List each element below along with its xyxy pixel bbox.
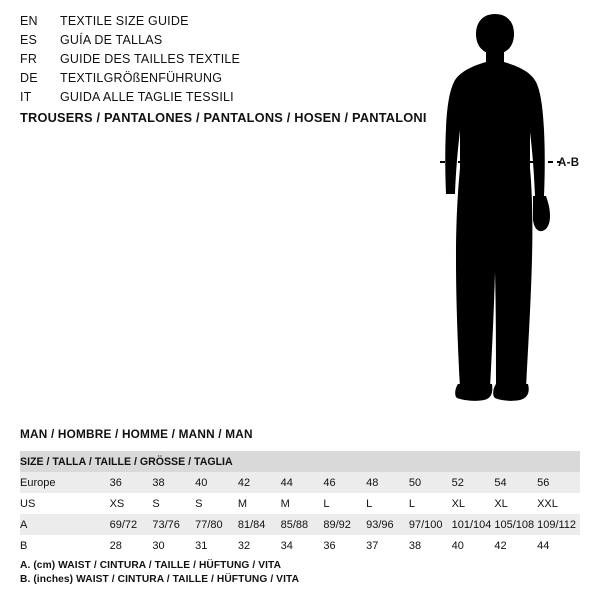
cell: L bbox=[366, 493, 409, 514]
cell: 37 bbox=[366, 535, 409, 556]
row-label: Europe bbox=[20, 472, 110, 493]
language-row bbox=[20, 33, 380, 52]
language-title-list bbox=[20, 14, 380, 109]
language-code: FR bbox=[20, 52, 38, 66]
cell: 30 bbox=[152, 535, 195, 556]
cell: 101/104 bbox=[452, 514, 495, 535]
cell: 73/76 bbox=[152, 514, 195, 535]
footnote-b: B. (inches) WAIST / CINTURA / TAILLE / HÜFTUNG / VITA bbox=[20, 574, 300, 585]
language-title: GUIDA ALLE TAGLIE TESSILI bbox=[60, 90, 234, 104]
cell: M bbox=[238, 493, 281, 514]
cell: XXL bbox=[537, 493, 580, 514]
cell: 36 bbox=[323, 535, 366, 556]
language-code: DE bbox=[20, 71, 38, 85]
language-title: TEXTILGRÖßENFÜHRUNG bbox=[60, 71, 223, 85]
language-code: EN bbox=[20, 14, 38, 28]
cell: 50 bbox=[409, 472, 452, 493]
cell: 97/100 bbox=[409, 514, 452, 535]
cell: 40 bbox=[452, 535, 495, 556]
male-silhouette-icon bbox=[400, 10, 600, 410]
cell: 69/72 bbox=[110, 514, 153, 535]
male-figure-illustration bbox=[400, 10, 600, 410]
footnotes bbox=[20, 559, 299, 587]
cell: 54 bbox=[494, 472, 537, 493]
language-title: TEXTILE SIZE GUIDE bbox=[60, 14, 189, 28]
cell: 46 bbox=[323, 472, 366, 493]
cell: S bbox=[152, 493, 195, 514]
language-code: ES bbox=[20, 33, 38, 47]
cell: 77/80 bbox=[195, 514, 238, 535]
table-row bbox=[20, 535, 580, 556]
table-row bbox=[20, 472, 580, 493]
cell: 89/92 bbox=[323, 514, 366, 535]
cell: XS bbox=[110, 493, 153, 514]
row-label: A bbox=[20, 514, 110, 535]
cell: 105/108 bbox=[494, 514, 537, 535]
language-row bbox=[20, 90, 380, 109]
cell: 28 bbox=[110, 535, 153, 556]
cell: S bbox=[195, 493, 238, 514]
table-section-title: MAN / HOMBRE / HOMME / MANN / MAN bbox=[20, 427, 253, 441]
cell: 42 bbox=[238, 472, 281, 493]
language-row bbox=[20, 71, 380, 90]
cell: 38 bbox=[409, 535, 452, 556]
row-label: B bbox=[20, 535, 110, 556]
table-row bbox=[20, 514, 580, 535]
language-title: GUIDE DES TAILLES TEXTILE bbox=[60, 52, 241, 66]
cell: 56 bbox=[537, 472, 580, 493]
cell: 85/88 bbox=[281, 514, 324, 535]
language-title: GUÍA DE TALLAS bbox=[60, 33, 163, 47]
cell: 38 bbox=[152, 472, 195, 493]
cell: 52 bbox=[452, 472, 495, 493]
cell: L bbox=[409, 493, 452, 514]
cell: L bbox=[323, 493, 366, 514]
language-row bbox=[20, 14, 380, 33]
cell: 31 bbox=[195, 535, 238, 556]
table-row bbox=[20, 493, 580, 514]
row-label: SIZE / TALLA / TAILLE / GRÖSSE / TAGLIA bbox=[20, 451, 580, 472]
cell: 44 bbox=[281, 472, 324, 493]
language-code: IT bbox=[20, 90, 32, 104]
language-row bbox=[20, 52, 380, 71]
cell: M bbox=[281, 493, 324, 514]
cell: 32 bbox=[238, 535, 281, 556]
cell: 93/96 bbox=[366, 514, 409, 535]
category-title: TROUSERS / PANTALONES / PANTALONS / HOSEN / PANTALONI bbox=[20, 110, 427, 125]
table-row-size-header bbox=[20, 451, 580, 472]
cell: 109/112 bbox=[537, 514, 580, 535]
cell: XL bbox=[452, 493, 495, 514]
cell: XL bbox=[494, 493, 537, 514]
cell: 40 bbox=[195, 472, 238, 493]
cell: 42 bbox=[494, 535, 537, 556]
footnote-a: A. (cm) WAIST / CINTURA / TAILLE / HÜFTUNG / VITA bbox=[20, 560, 282, 571]
cell: 36 bbox=[110, 472, 153, 493]
cell: 34 bbox=[281, 535, 324, 556]
size-table bbox=[20, 451, 580, 556]
cell: 44 bbox=[537, 535, 580, 556]
measure-label-ab: A-B bbox=[558, 157, 580, 169]
row-label: US bbox=[20, 493, 110, 514]
cell: 81/84 bbox=[238, 514, 281, 535]
cell: 48 bbox=[366, 472, 409, 493]
